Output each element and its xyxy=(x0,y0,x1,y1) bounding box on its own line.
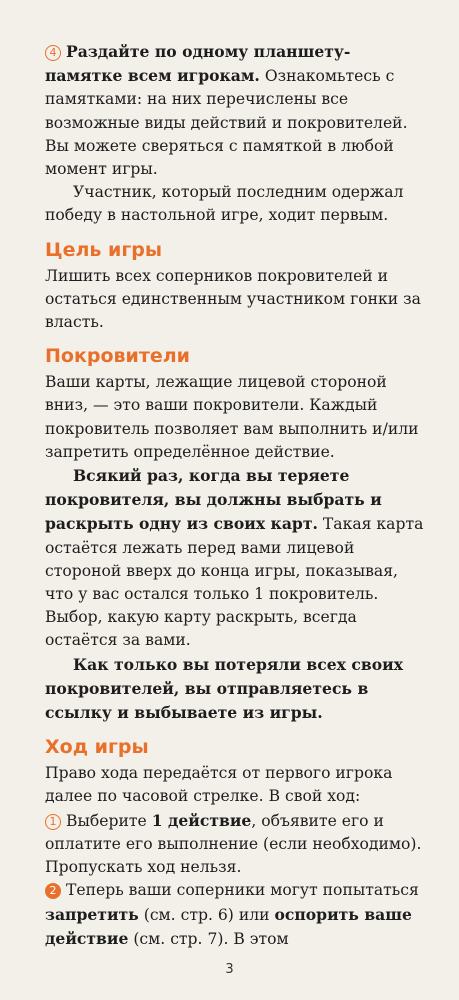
step-1-badge: 1 xyxy=(45,814,61,830)
turn-step-1 xyxy=(45,809,425,880)
step-2-bold-challenge: оспорить ваше действие xyxy=(45,904,412,948)
goal-paragraph: Лишить всех соперников покровителей и остаться единственным участником гонки за власть. xyxy=(45,266,421,332)
step-2-bold-forbid: запретить xyxy=(45,904,139,924)
intro-paragraph xyxy=(45,40,425,181)
turn-step-2 xyxy=(45,879,425,951)
step-2-text-a: Теперь ваши соперники могут попытаться xyxy=(66,881,419,900)
patrons-rule-text: Такая карта остаётся лежать перед вами лицевой стороной вверх до конца игры, показывая, что у вас остался только 1 покровитель. Выбор, какую карту раскрыть, всегда остаётся за вами. xyxy=(45,515,424,650)
first-player-paragraph: Участник, который последним одержал победу в настольной игре, ходит первым. xyxy=(45,183,404,225)
turn-paragraph: Право хода передаётся от первого игрока далее по часовой стрелке. В свой ход: xyxy=(45,764,393,806)
patrons-heading: Покровители xyxy=(45,345,190,368)
step-2-text-b: (см. стр. 6) или xyxy=(138,905,275,924)
intro-bold: Раздайте по одному планшету-памятке всем игрокам. xyxy=(45,42,351,86)
patrons-paragraph: Ваши карты, лежащие лицевой стороной вниз, — это ваши покровители. Каждый покровитель позволяет вам выполнить и/или запретить определённое действие. xyxy=(45,373,419,461)
page-number: 3 xyxy=(225,962,234,977)
patrons-out-paragraph xyxy=(45,653,425,726)
step-1-text-b: , объявите его и оплатите его выполнение (если необходимо). Пропускать ход нельзя. xyxy=(45,811,422,877)
intro-text: Ознакомьтесь с памятками: на них перечислены все возможные виды действий и покровителей. Вы можете сверяться с памяткой в любой момент игры. xyxy=(45,67,408,179)
goal-heading: Цель игры xyxy=(45,238,163,261)
patrons-rule-bold: Всякий раз, когда вы теряете покровителя, вы должны выбрать и раскрыть одну из своих карт. xyxy=(45,466,382,534)
patrons-out-bold: Как только вы потеряли всех своих покровителей, вы отправляетесь в ссылку и выбываете из игры. xyxy=(45,654,403,723)
step-1-bold: 1 действие xyxy=(151,810,252,830)
page-content xyxy=(45,40,425,951)
turn-heading: Ход игры xyxy=(45,736,149,759)
step-4-badge: 4 xyxy=(45,45,61,61)
patrons-rule-paragraph xyxy=(45,464,425,653)
step-1-text-a: Выберите xyxy=(66,811,152,830)
step-2-text-c: (см. стр. 7). В этом xyxy=(128,929,289,948)
step-2-badge: 2 xyxy=(45,883,61,899)
